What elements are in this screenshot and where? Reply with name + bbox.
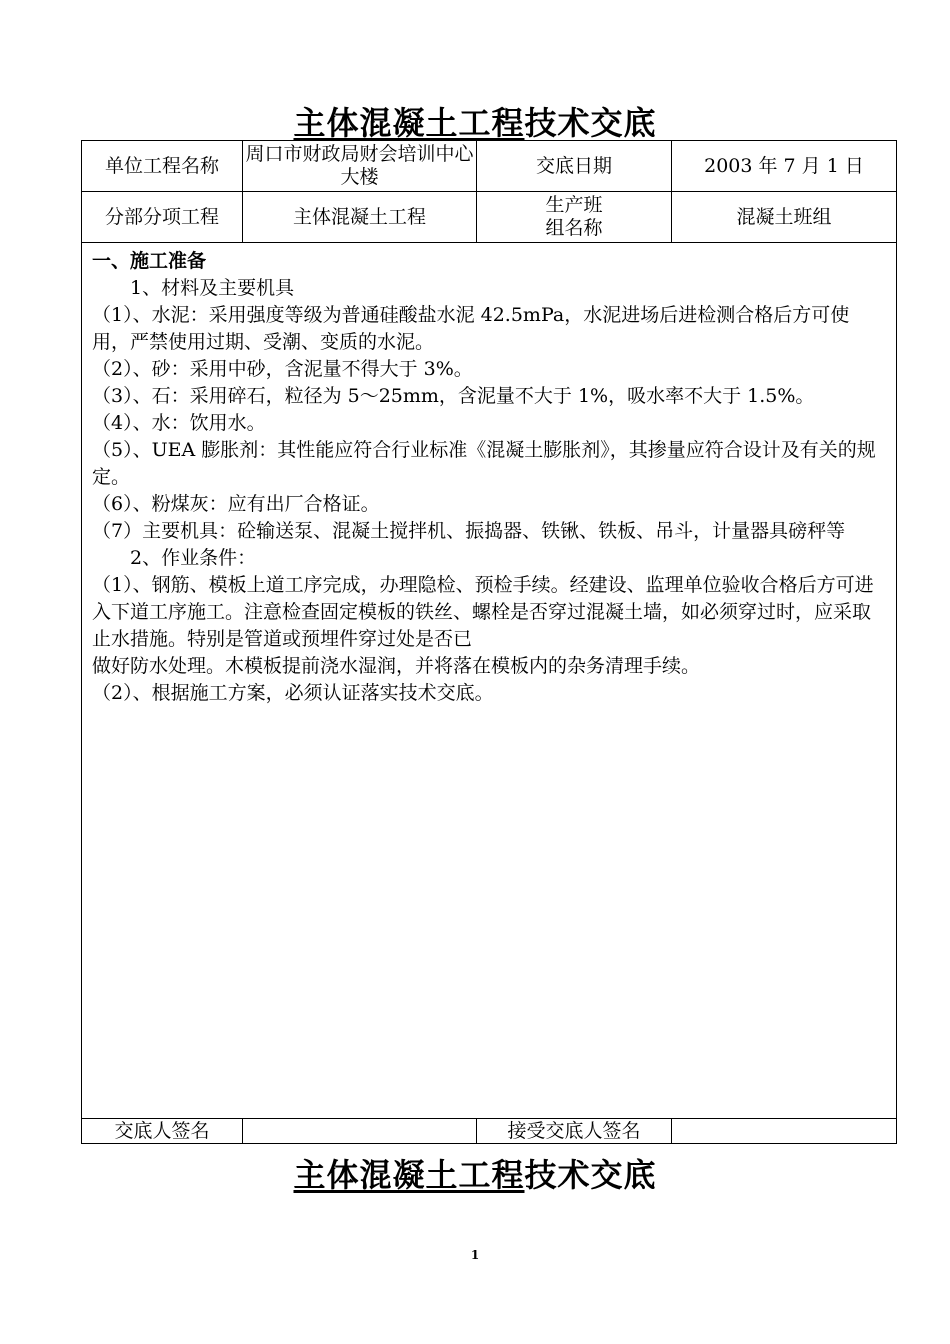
giver-label: 交底人签名	[82, 1119, 243, 1144]
team-value: 混凝土班组	[672, 192, 897, 243]
signature-row	[82, 1119, 897, 1144]
date-label: 交底日期	[477, 141, 672, 192]
title-underlined: 主体混凝土工程	[293, 1156, 525, 1194]
date-value: 2003 年 7 月 1 日	[672, 141, 897, 192]
receiver-signature-field[interactable]	[672, 1119, 897, 1144]
title-rest: 技术交底	[524, 104, 657, 142]
section-value: 主体混凝土工程	[243, 192, 477, 243]
content-line: （7）主要机具：砼输送泵、混凝土搅拌机、振捣器、铁锹、铁板、吊斗，计量器具磅秤等	[92, 520, 846, 542]
receiver-label: 接受交底人签名	[477, 1119, 672, 1144]
team-label-line1: 生产班	[545, 194, 603, 217]
content-line: （2）、根据施工方案，必须认证落实技术交底。	[92, 682, 494, 704]
content-row	[82, 243, 897, 1119]
content-line: （4）、水：饮用水。	[92, 412, 266, 434]
page-number: 1	[470, 1248, 480, 1262]
content-line: （6）、粉煤灰：应有出厂合格证。	[92, 493, 380, 515]
content-line: 2、作业条件：	[92, 547, 257, 569]
repeated-title	[0, 1150, 950, 1196]
team-label	[477, 192, 672, 243]
content-line: （3）、石：采用碎石，粒径为 5～25mm，含泥量不大于 1%，吸水率不大于 1.5%。	[92, 385, 815, 407]
content-line: （2）、砂：采用中砂，含泥量不得大于 3%。	[92, 358, 473, 380]
title-rest: 技术交底	[524, 1156, 657, 1194]
giver-signature-field[interactable]	[243, 1119, 477, 1144]
title-underlined: 主体混凝土工程	[293, 104, 525, 142]
content-body	[82, 243, 897, 1119]
section-label: 分部分项工程	[82, 192, 243, 243]
content-line: 做好防水处理。木模板提前浇水湿润，并将落在模板内的杂务清理手续。	[92, 655, 701, 677]
content-line: 1、材料及主要机具	[92, 277, 295, 299]
document-title	[0, 98, 950, 144]
header-row-2	[82, 192, 897, 243]
content-line: （5）、UEA 膨胀剂：其性能应符合行业标准《混凝土膨胀剂》，其掺量应符合设计及有关的规定。	[92, 439, 876, 488]
header-row-1	[82, 141, 897, 192]
team-label-line2: 组名称	[545, 217, 603, 239]
content-heading: 一、施工准备	[92, 250, 207, 272]
content-line: （1）、水泥：采用强度等级为普通硅酸盐水泥 42.5mPa，水泥进场后进检测合格后方可使用，严禁使用过期、受潮、变质的水泥。	[92, 304, 850, 353]
disclosure-table	[81, 140, 897, 1144]
unit-name-value: 周口市财政局财会培训中心大楼	[243, 141, 477, 192]
content-line: （1）、钢筋、模板上道工序完成，办理隐检、预检手续。经建设、监理单位验收合格后方可进入下道工序施工。注意检查固定模板的铁丝、螺栓是否穿过混凝土墙，如必须穿过时，应采取止水措施。特别是管道或预埋件穿过处是否已	[92, 574, 874, 650]
unit-name-label: 单位工程名称	[82, 141, 243, 192]
